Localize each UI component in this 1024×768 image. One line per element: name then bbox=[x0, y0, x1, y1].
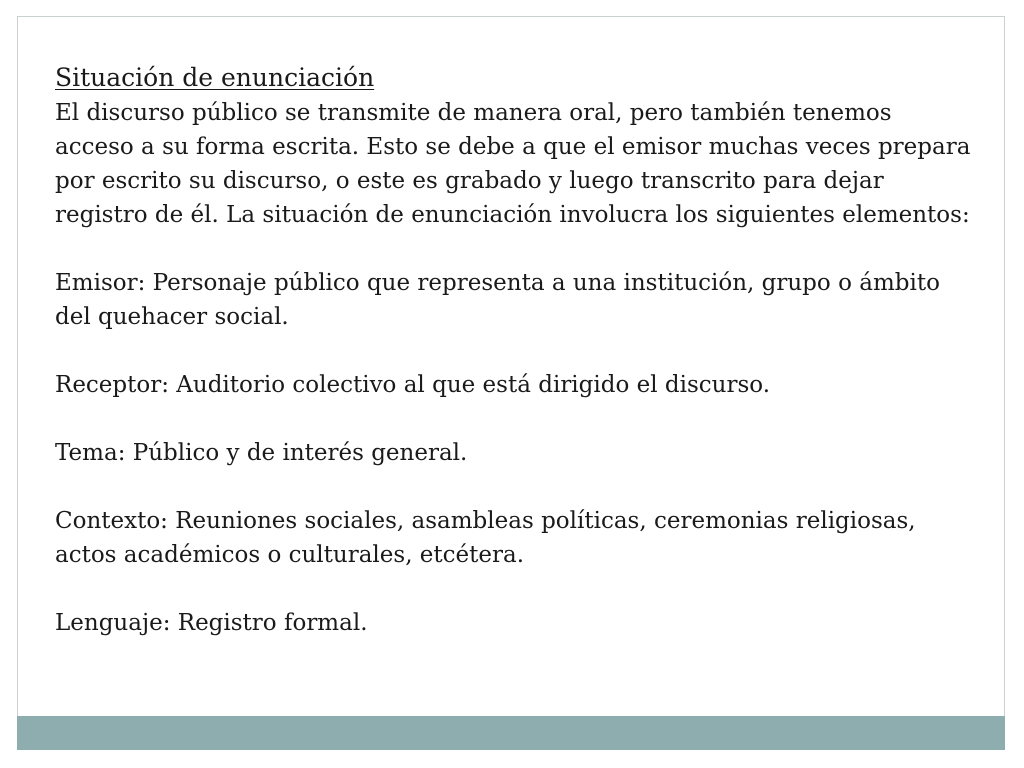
spacer bbox=[55, 232, 975, 266]
contexto-item: Contexto: Reuniones sociales, asambleas políticas, ceremonias religiosas, actos académicos o culturales, etcétera. bbox=[55, 508, 916, 568]
spacer bbox=[55, 402, 975, 436]
intro-paragraph: El discurso público se transmite de manera oral, pero también tenemos acceso a su forma escrita. Esto se debe a que el emisor muchas veces prepara por escrito su discurso, o este es grabado y luego transcrito para dejar registro de él. La situación de enunciación involucra los siguientes elementos: bbox=[55, 100, 971, 228]
emisor-item: Emisor: Personaje público que representa a una institución, grupo o ámbito del quehacer social. bbox=[55, 270, 940, 330]
spacer bbox=[55, 334, 975, 368]
tema-item: Tema: Público y de interés general. bbox=[55, 440, 468, 466]
slide-content bbox=[55, 60, 975, 640]
spacer bbox=[55, 572, 975, 606]
spacer bbox=[55, 470, 975, 504]
slide-title: Situación de enunciación bbox=[55, 63, 375, 92]
lenguaje-item: Lenguaje: Registro formal. bbox=[55, 610, 368, 636]
footer-bar bbox=[17, 716, 1005, 750]
receptor-item: Receptor: Auditorio colectivo al que está dirigido el discurso. bbox=[55, 372, 771, 398]
